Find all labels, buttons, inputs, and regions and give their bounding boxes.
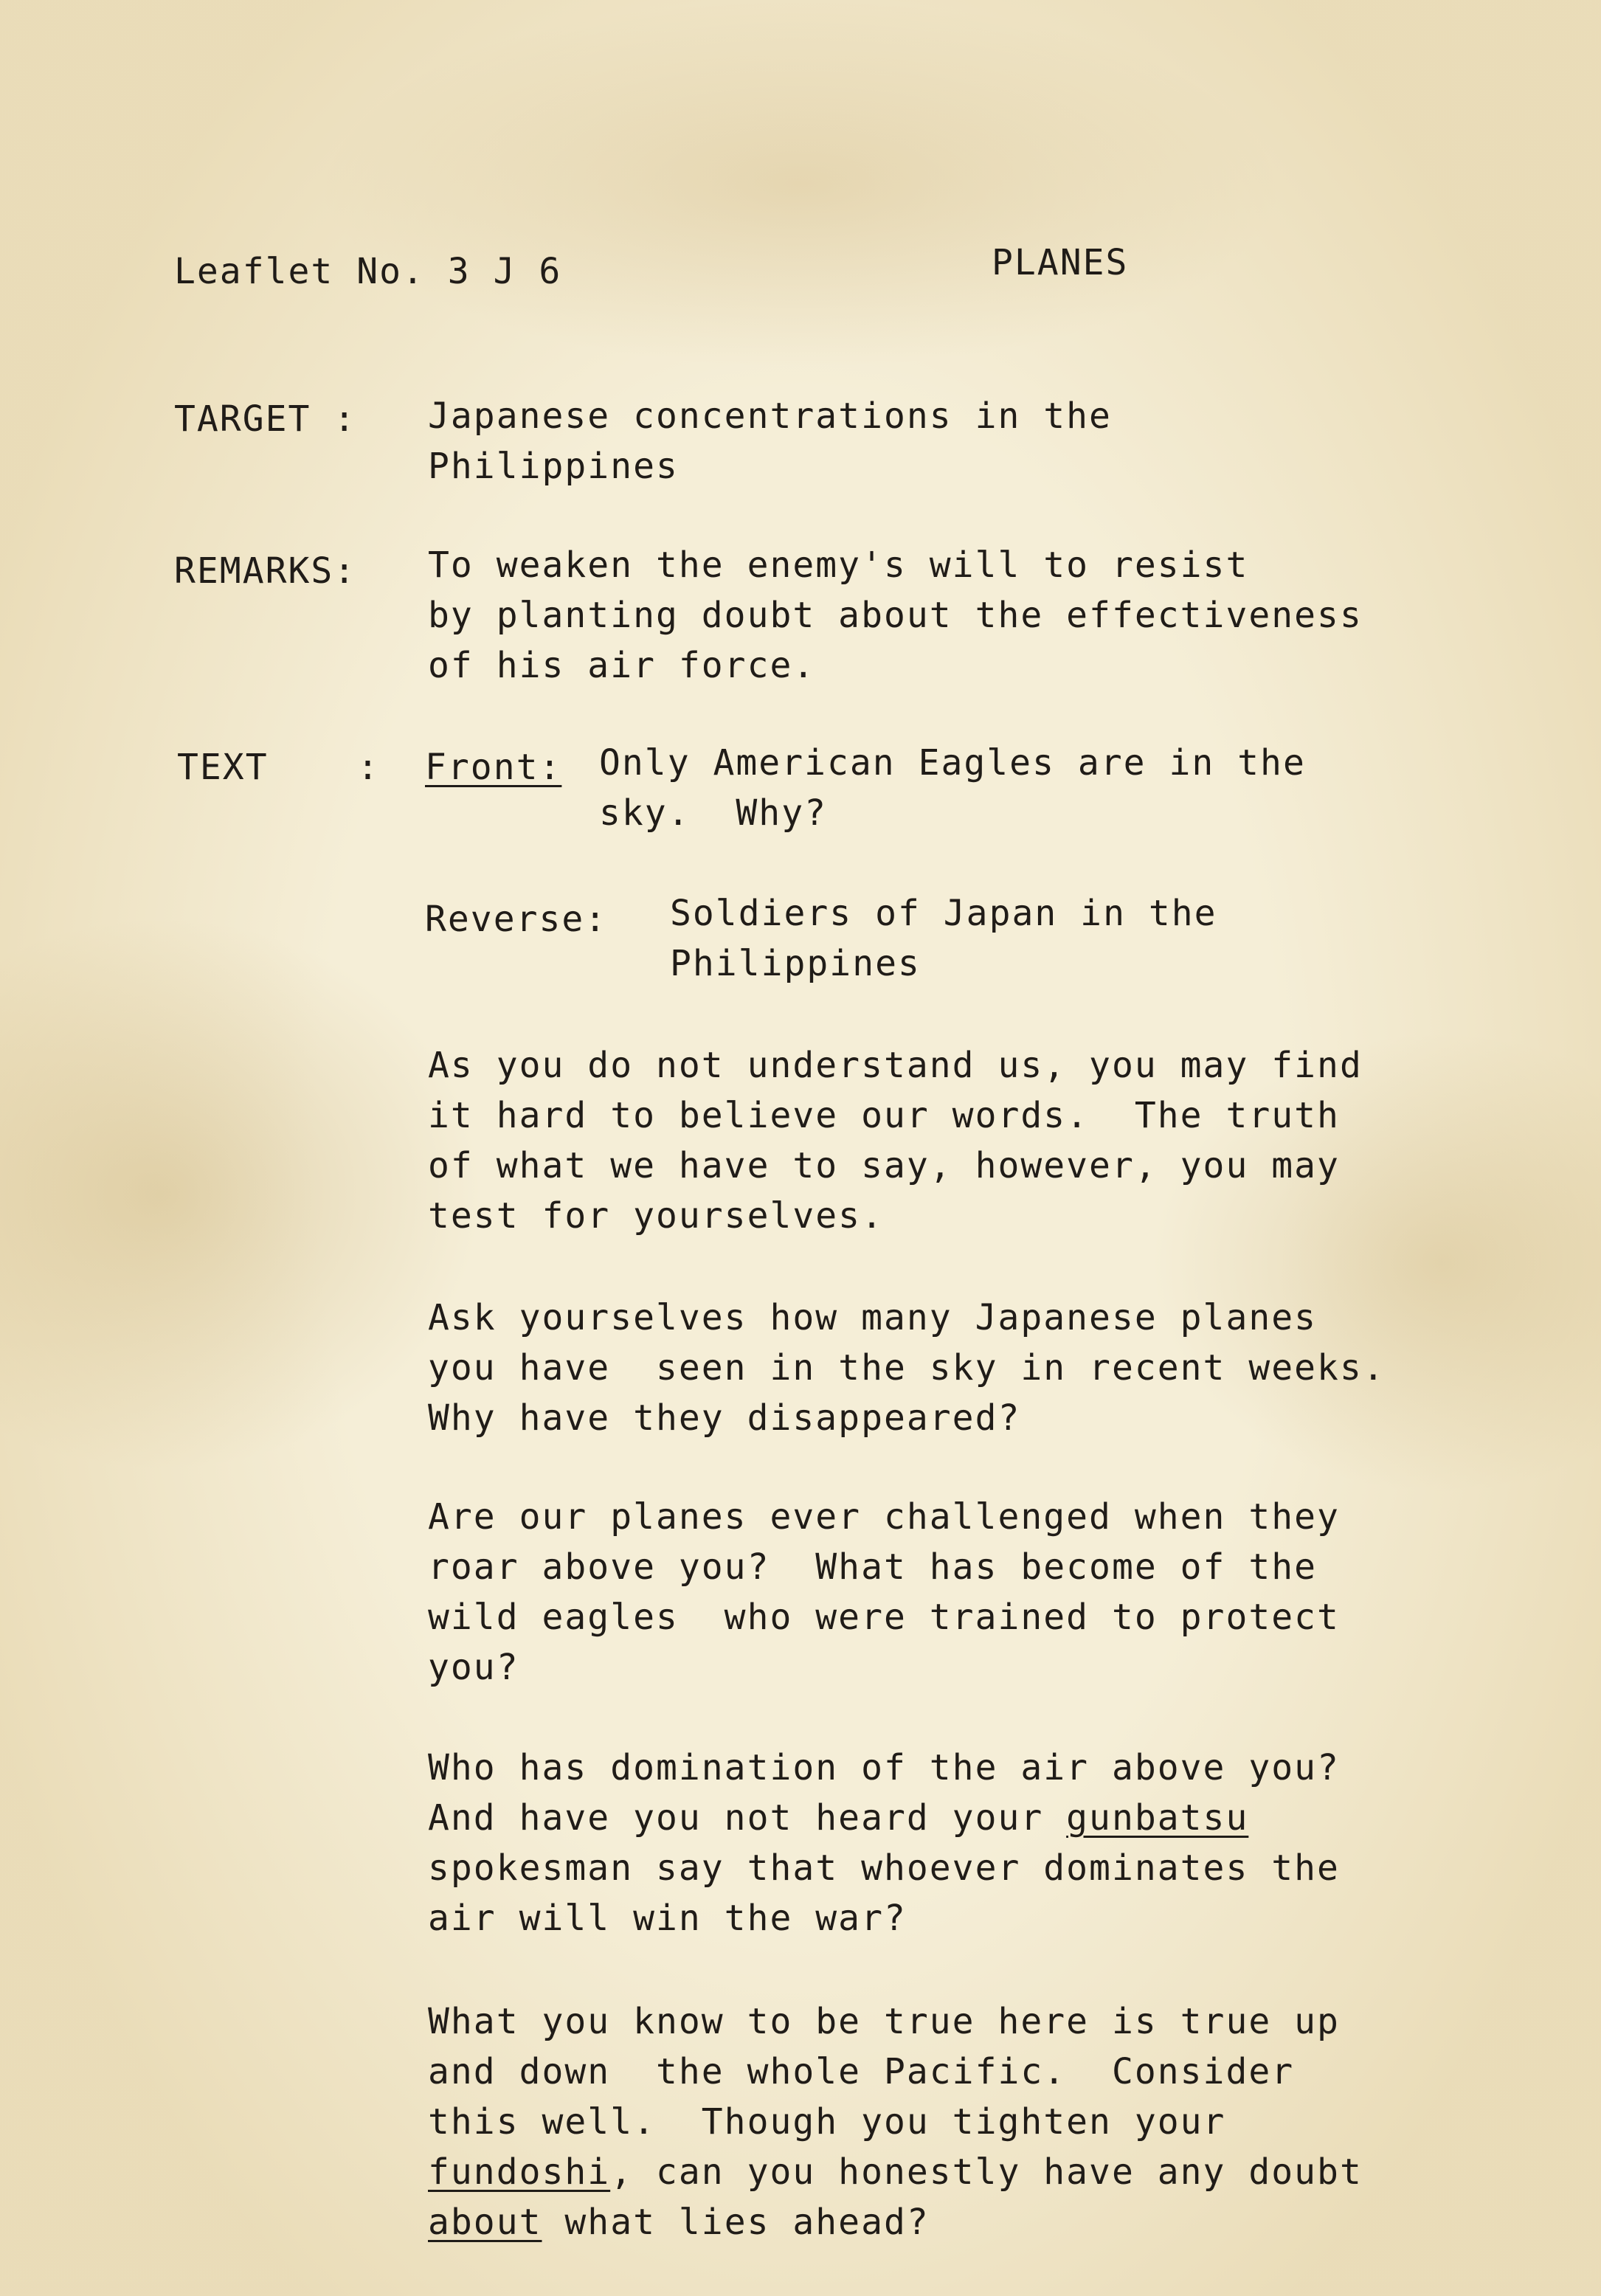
p5-line-3: this well. Though you tighten your	[428, 2101, 1226, 2143]
front-line-1: Only American Eagles are in the	[599, 742, 1306, 784]
target-line-1: Japanese concentrations in the	[428, 395, 1112, 437]
p1-line-3: of what we have to say, however, you may	[428, 1145, 1340, 1186]
p4-line-3: spokesman say that whoever dominates the	[428, 1847, 1340, 1889]
p1-line-2: it hard to believe our words. The truth	[428, 1095, 1340, 1136]
target-line-2: Philippines	[428, 446, 679, 487]
p2-line-1: Ask yourselves how many Japanese planes	[428, 1297, 1318, 1338]
p4-line-1: Who has domination of the air above you?	[428, 1747, 1340, 1788]
leaflet-number: Leaflet No. 3 J 6	[174, 251, 562, 292]
p5-line-5	[428, 2197, 1490, 2247]
term-gunbatsu: gunbatsu	[1066, 1797, 1249, 1839]
p1-line-1: As you do not understand us, you may find	[428, 1045, 1363, 1086]
remarks-line-2: by planting doubt about the effectiveness	[428, 595, 1363, 636]
p3-line-3: wild eagles who were trained to protect	[428, 1597, 1340, 1638]
text-label: TEXT	[177, 747, 269, 788]
term-fundoshi: fundoshi	[428, 2151, 611, 2193]
p3-line-4: you?	[428, 1647, 519, 1688]
p5-line-4-text: , can you honestly have any doubt	[610, 2151, 1363, 2193]
target-text	[428, 391, 1490, 491]
reverse-label: Reverse:	[425, 899, 608, 940]
target-label: TARGET :	[174, 398, 357, 440]
text-colon: :	[357, 747, 380, 788]
remarks-label: REMARKS:	[174, 550, 357, 592]
term-about: about	[428, 2202, 542, 2243]
reverse-text	[670, 888, 1481, 989]
front-text	[599, 738, 1484, 838]
leaflet-title: PLANES	[992, 242, 1129, 283]
p4-line-4: air will win the war?	[428, 1898, 907, 1939]
front-line-2: sky. Why?	[599, 792, 827, 834]
p4-line-2-text: And have you not heard your	[428, 1797, 1067, 1839]
body-paragraph-5	[428, 1996, 1490, 2247]
body-paragraph-4	[428, 1743, 1490, 1943]
remarks-line-1: To weaken the enemy's will to resist	[428, 544, 1249, 586]
remarks-line-3: of his air force.	[428, 645, 816, 686]
p2-line-3: Why have they disappeared?	[428, 1397, 1021, 1439]
p5-line-5-text: what lies ahead?	[542, 2202, 930, 2243]
p1-line-4: test for yourselves.	[428, 1195, 884, 1237]
p5-line-4	[428, 2147, 1490, 2197]
reverse-line-2: Philippines	[670, 943, 921, 984]
remarks-text	[428, 540, 1490, 691]
p5-line-2: and down the whole Pacific. Consider	[428, 2051, 1295, 2092]
p3-line-2: roar above you? What has become of the	[428, 1546, 1318, 1588]
front-label: Front:	[425, 747, 562, 788]
body-paragraph-3	[428, 1492, 1490, 1692]
reverse-line-1: Soldiers of Japan in the	[670, 893, 1217, 934]
body-paragraph-1	[428, 1040, 1490, 1241]
p5-line-1: What you know to be true here is true up	[428, 2001, 1340, 2042]
body-paragraph-2	[428, 1293, 1490, 1443]
p3-line-1: Are our planes ever challenged when they	[428, 1496, 1340, 1538]
p4-line-2	[428, 1793, 1490, 1843]
p2-line-2: you have seen in the sky in recent weeks.	[428, 1347, 1386, 1389]
